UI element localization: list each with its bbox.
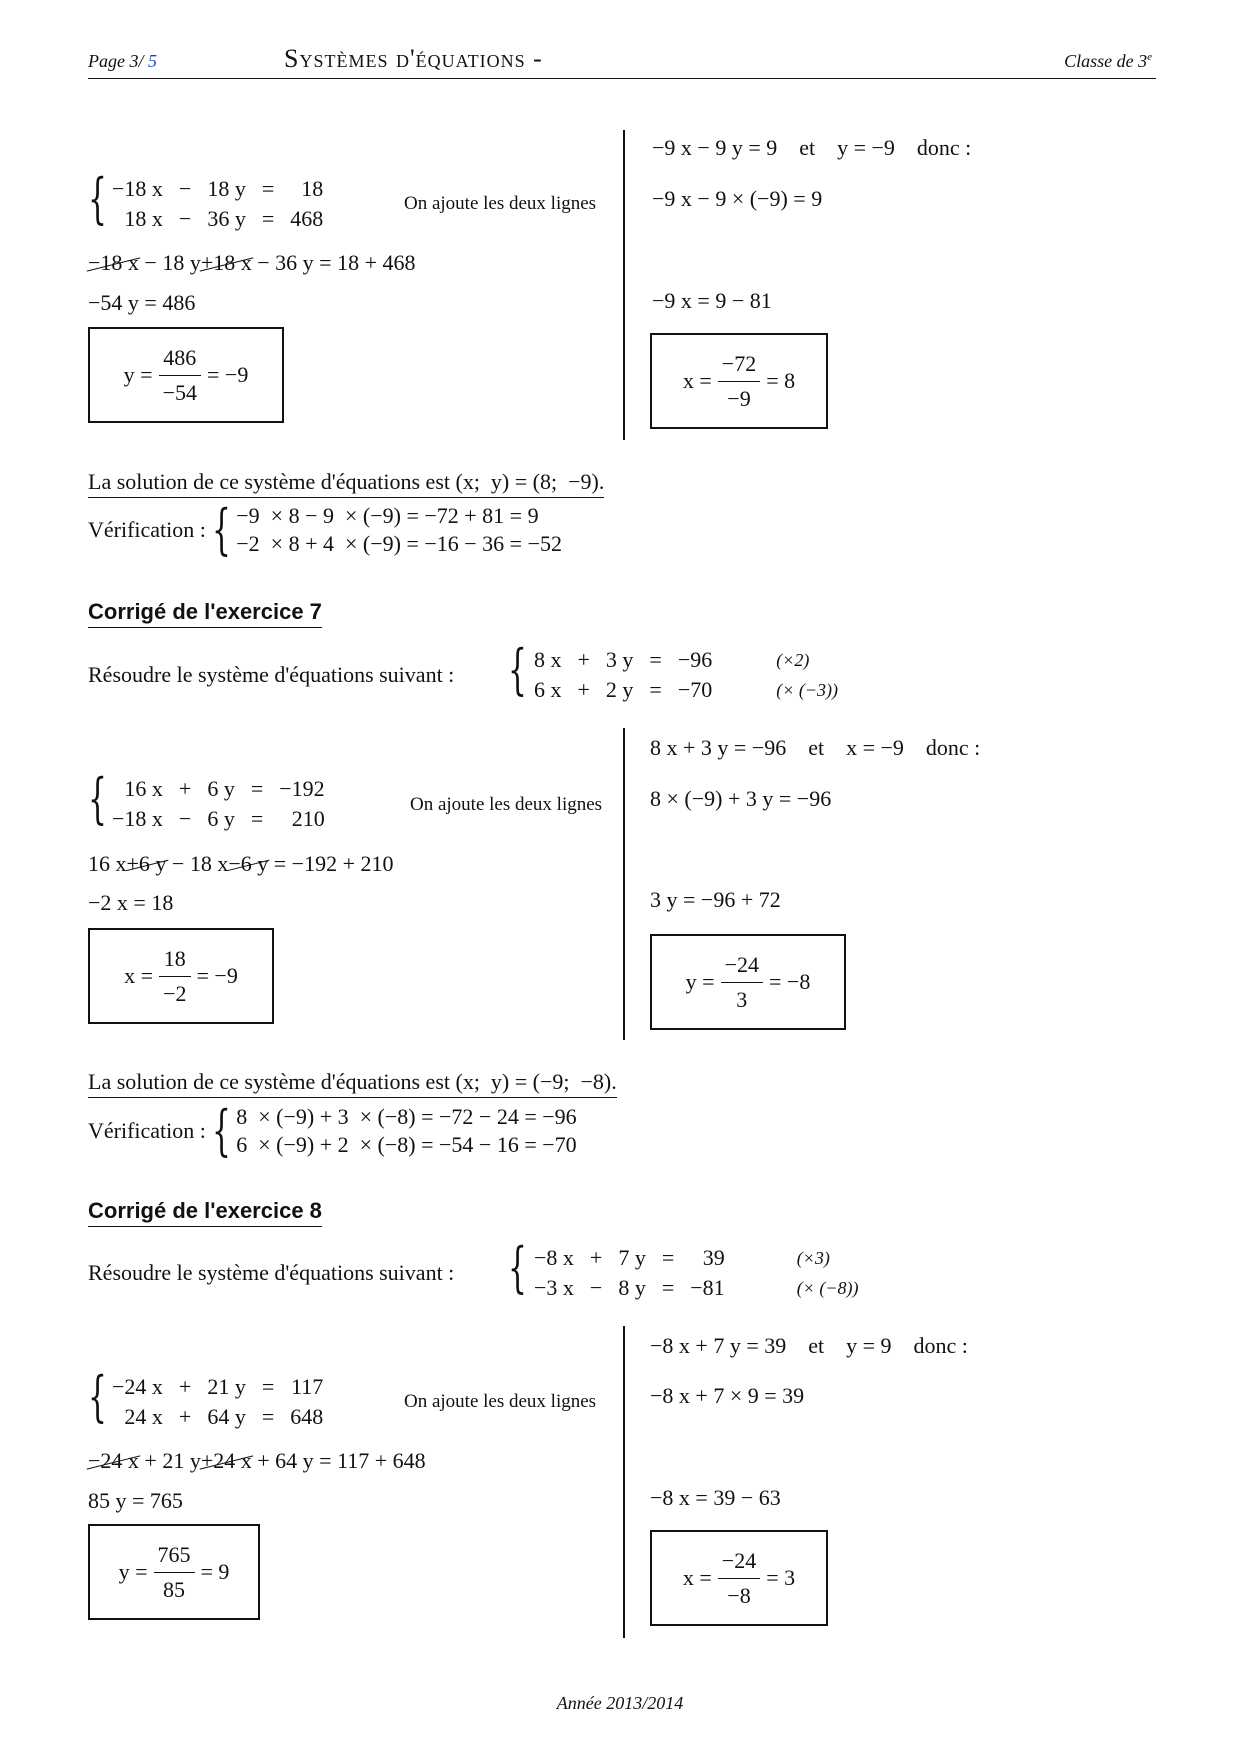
system-cell: = [661, 1275, 675, 1300]
system-row [526, 645, 846, 675]
denominator: −8 [727, 1582, 751, 1608]
result-box-x-7 [88, 928, 274, 1024]
system-cell: + [577, 677, 590, 702]
sum-part: − 18 x [166, 851, 229, 876]
numerator: −72 [718, 351, 760, 382]
system-cell: 18 [301, 176, 324, 201]
system-cell: 24 x [124, 1404, 163, 1429]
system-cell: −18 x [112, 176, 163, 201]
page-total-link[interactable]: 5 [148, 51, 157, 71]
system-cell: 468 [290, 206, 324, 231]
system-cell: −81 [690, 1275, 725, 1300]
verif-lines [236, 1103, 576, 1159]
system-cell: 8 y [618, 1275, 646, 1300]
system-cell: 7 y [618, 1245, 646, 1270]
brace: { [211, 498, 231, 561]
denominator: −9 [727, 385, 751, 411]
right-step-3: −8 x = 39 − 63 [650, 1485, 781, 1510]
sum-part: + 64 y = 117 + 648 [251, 1448, 426, 1473]
system-cell: 210 [291, 806, 325, 831]
system-cell: (×3) [796, 1247, 830, 1268]
system-row [526, 675, 846, 705]
system-cell: −192 [279, 776, 325, 801]
right-step-2: −9 x − 9 × (−9) = 9 [652, 186, 823, 211]
prompt-7: Résoudre le système d'équations suivant : [88, 662, 455, 687]
right-step-2: −8 x + 7 × 9 = 39 [650, 1383, 805, 1408]
denominator: −54 [162, 379, 197, 405]
class-text: Classe de 3 [1064, 51, 1148, 71]
verification-7 [88, 1099, 577, 1162]
system-cell: 18 y [207, 176, 246, 201]
system-cell: 16 x [124, 776, 163, 801]
system-cell: 117 [291, 1374, 324, 1399]
system-row [104, 804, 333, 834]
sum-part: 16 x [88, 851, 127, 876]
denominator: 3 [736, 986, 748, 1012]
verif-line: −9 × 8 − 9 × (−9) = −72 + 81 = 9 [236, 503, 539, 528]
page-prefix: Page 3/ [88, 51, 144, 71]
system-cell: = [649, 677, 662, 702]
box-rhs: = −9 [196, 963, 238, 988]
system-cell: + [178, 1404, 192, 1429]
right-step-1: 8 x + 3 y = −96 et x = −9 donc : [650, 735, 981, 760]
brace: { [88, 167, 107, 230]
system-cell: = [261, 176, 275, 201]
system-cell: 6 y [207, 776, 235, 801]
system-row [526, 1243, 866, 1273]
result-box-x-8 [650, 1530, 828, 1626]
result-box-y-7 [650, 934, 846, 1030]
system-cell: 648 [290, 1404, 324, 1429]
box-lhs: x = [124, 963, 154, 988]
reduced-equation-8: 85 y = 765 [88, 1488, 183, 1513]
fraction [721, 952, 763, 1013]
system-cell: −24 x [112, 1374, 163, 1399]
column-divider-2 [623, 728, 625, 1040]
verif-lines [236, 502, 562, 558]
system-cell: − [178, 806, 192, 831]
struck-term: +6 y [126, 851, 167, 876]
numerator: −24 [721, 952, 763, 983]
page-title: Systèmes d'équations - [284, 44, 543, 73]
verif-line: −2 × 8 + 4 × (−9) = −16 − 36 = −52 [236, 531, 562, 556]
system-cell: 2 y [605, 677, 634, 702]
solution-line-7: La solution de ce système d'équations est (x; y) = (−9; −8). [88, 1071, 617, 1098]
sum-part: − 36 y = 18 + 468 [251, 250, 416, 275]
box-lhs: x = [682, 368, 712, 393]
verif-line: 8 × (−9) + 3 × (−8) = −72 − 24 = −96 [236, 1104, 577, 1129]
system-cell: + [577, 647, 590, 672]
exercise-8-heading: Corrigé de l'exercice 8 [88, 1200, 322, 1227]
box-rhs: = −8 [769, 969, 811, 994]
right-step-1: −8 x + 7 y = 39 et y = 9 donc : [650, 1333, 968, 1358]
system-cell: = [649, 647, 662, 672]
system-cell: = [250, 776, 264, 801]
verif-label: Vérification : [88, 1118, 206, 1143]
system-cell: 21 y [207, 1374, 246, 1399]
fraction [159, 345, 201, 406]
system-row [104, 1372, 331, 1402]
system-row [104, 174, 331, 204]
system-row [104, 774, 333, 804]
system-cell: 64 y [207, 1404, 246, 1429]
brace: { [88, 767, 107, 830]
system-row [526, 1273, 866, 1303]
struck-term: +24 x [200, 1448, 252, 1473]
denominator: 85 [163, 1576, 185, 1602]
verification-6 [88, 498, 562, 561]
verif-label: Vérification : [88, 517, 206, 542]
system-7 [526, 645, 846, 705]
struck-term: +18 x [200, 250, 252, 275]
system-cell: = [261, 1404, 275, 1429]
system-cell: (×2) [776, 649, 810, 670]
system-cell: = [261, 206, 275, 231]
footer-year: Année 2013/2014 [556, 1693, 684, 1713]
system-row [104, 204, 331, 234]
sum-part: − 18 y [138, 250, 201, 275]
right-step-2: 8 × (−9) + 3 y = −96 [650, 786, 832, 811]
right-step-3: −9 x = 9 − 81 [652, 288, 772, 313]
box-rhs: = 3 [766, 1565, 796, 1590]
system-cell: −70 [677, 677, 713, 702]
box-lhs: x = [682, 1565, 712, 1590]
system-8 [526, 1243, 866, 1303]
system-cell: 6 x [534, 677, 562, 702]
system-cell: + [178, 776, 192, 801]
reduced-equation-7: −2 x = 18 [88, 890, 174, 915]
system-cell: + [178, 1374, 192, 1399]
exercise-7-heading: Corrigé de l'exercice 7 [88, 601, 322, 628]
numerator: 765 [154, 1542, 195, 1573]
box-rhs: = 8 [766, 368, 796, 393]
prompt-8: Résoudre le système d'équations suivant : [88, 1260, 455, 1285]
system-cell: = [661, 1245, 675, 1270]
numerator: 18 [159, 946, 190, 977]
box-rhs: = −9 [207, 362, 249, 387]
system-cell: 8 x [534, 647, 562, 672]
system-cell: 18 x [124, 206, 163, 231]
system-cell: (× (−3)) [776, 679, 839, 700]
combined-system-8 [104, 1372, 331, 1432]
system-cell: −3 x [534, 1275, 574, 1300]
solution-line-6: La solution de ce système d'équations est (x; y) = (8; −9). [88, 471, 604, 498]
combined-system-6 [104, 174, 331, 234]
add-lines-label: On ajoute les deux lignes [404, 193, 597, 214]
reduced-equation-6: −54 y = 486 [88, 290, 196, 315]
box-rhs: = 9 [200, 1559, 230, 1584]
system-cell: 3 y [605, 647, 634, 672]
verif-line: 6 × (−9) + 2 × (−8) = −54 − 16 = −70 [236, 1132, 577, 1157]
system-cell: − [589, 1275, 603, 1300]
system-cell: −8 x [534, 1245, 574, 1270]
brace: { [211, 1099, 231, 1162]
right-step-1: −9 x − 9 y = 9 et y = −9 donc : [652, 135, 972, 160]
header-rule [88, 78, 1156, 79]
column-divider-3 [623, 1326, 625, 1638]
struck-term: −18 x [88, 250, 139, 275]
sum-equation-7 [88, 853, 394, 875]
right-step-3: 3 y = −96 + 72 [650, 887, 781, 912]
sum-equation-8 [88, 1450, 426, 1472]
system-cell: −96 [677, 647, 713, 672]
fraction [718, 351, 760, 412]
system-cell: −18 x [112, 806, 163, 831]
box-lhs: y = [118, 1559, 148, 1584]
system-cell: (× (−8)) [796, 1277, 859, 1298]
numerator: 486 [159, 345, 201, 376]
combined-system-7 [104, 774, 333, 834]
brace: { [88, 1365, 107, 1428]
sum-equation-6 [88, 252, 416, 274]
system-cell: − [178, 176, 192, 201]
box-lhs: y = [685, 969, 715, 994]
system-cell: = [261, 1374, 275, 1399]
column-divider-1 [623, 130, 625, 440]
result-box-y-6 [88, 327, 284, 423]
sum-part: = −192 + 210 [268, 851, 394, 876]
numerator: −24 [718, 1548, 760, 1579]
struck-term: −24 x [88, 1448, 139, 1473]
class-sup: e [1147, 51, 1152, 63]
class-label [1064, 52, 1152, 70]
system-cell: − [178, 206, 192, 231]
fraction [159, 946, 190, 1007]
sum-part: + 21 y [138, 1448, 201, 1473]
system-cell: + [589, 1245, 603, 1270]
system-cell: 6 y [207, 806, 235, 831]
add-lines-label: On ajoute les deux lignes [404, 1391, 597, 1412]
brace: { [508, 638, 527, 701]
fraction [718, 1548, 760, 1609]
system-cell: 39 [702, 1245, 725, 1270]
system-cell: = [250, 806, 264, 831]
system-row [104, 1402, 331, 1432]
box-lhs: y = [123, 362, 153, 387]
system-cell: 36 y [207, 206, 246, 231]
fraction [154, 1542, 195, 1603]
result-box-x-6 [650, 333, 828, 429]
brace: { [508, 1236, 527, 1299]
result-box-y-8 [88, 1524, 260, 1620]
page-number [88, 52, 157, 70]
denominator: −2 [163, 980, 187, 1006]
struck-term: −6 y [228, 851, 269, 876]
add-lines-label: On ajoute les deux lignes [410, 794, 603, 815]
